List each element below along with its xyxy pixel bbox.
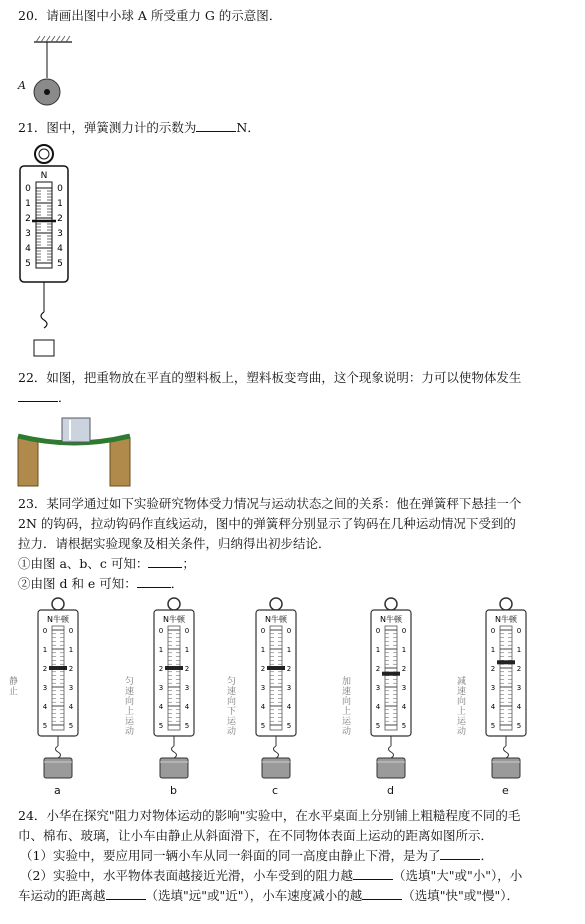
scale-tick-label: 4 (490, 703, 496, 711)
scale-tick-label: 5 (158, 722, 164, 730)
scale-tick-label: 4 (68, 703, 74, 711)
scale-tick-label: 4 (401, 703, 407, 711)
q22-line2: ． (18, 390, 71, 406)
q23-line2: 2N 的钩码，拉动钩码作直线运动，图中的弹簧秤分别显示了钩码在几种运动情况下受到的 (18, 516, 516, 531)
hook-weight (492, 758, 520, 778)
meter-caption-c: c (272, 784, 279, 797)
scale-tick-label: 2 (184, 665, 190, 673)
scale-tick-label: 2 (401, 665, 407, 673)
scale-tick-label: 4 (516, 703, 522, 711)
scale-tick-label: 3 (401, 684, 407, 692)
plastic-board-figure (18, 416, 134, 488)
scale-tick-label: 0 (490, 627, 496, 635)
scale-tick-label: 2 (286, 665, 292, 673)
scale-tick-label: 3 (68, 684, 74, 692)
scale-tick-label: 5 (57, 259, 63, 269)
scale-tick-label: 0 (57, 184, 63, 194)
scale-head-label: N牛顿 (163, 615, 185, 624)
scale-tick-label: 2 (57, 214, 63, 224)
scale-tick-label: 4 (57, 244, 63, 254)
q21-text: 21．图中，弹簧测力计的示数为 N． (18, 120, 260, 135)
scale-head-label: N牛顿 (47, 615, 69, 624)
scale-tick-label: 0 (260, 627, 266, 635)
spring-scale-pointer (382, 672, 400, 676)
spring-scale-pointer (165, 666, 183, 670)
q24-line1: 24．小华在探究"阻力对物体运动的影响"实验中，在水平桌面上分别铺上粗糙程度不同的毛 (18, 808, 521, 823)
spring-scale-e (466, 596, 546, 792)
scale-tick-label: 5 (260, 722, 266, 730)
hanging-ball-figure (14, 40, 84, 112)
q24-sub2-line2: 车运动的距离越 （选填"远"或"近"），小车速度减小的越 （选填"快"或"慢"）． (18, 888, 520, 903)
scale-tick-label: 3 (184, 684, 190, 692)
q23-item2: ②由图 d 和 e 可知： ． (18, 576, 184, 591)
hook-weight (44, 758, 72, 778)
scale-tick-label: 1 (260, 646, 266, 654)
scale-tick-label: 3 (286, 684, 292, 692)
scale-tick-label: 5 (42, 722, 48, 730)
scale-tick-label: 5 (184, 722, 190, 730)
q24-line2: 巾、棉布、玻璃，让小车由静止从斜面滑下，在不同物体表面上运动的距离如图所示． (18, 828, 494, 843)
scale-head-label: N牛顿 (495, 615, 517, 624)
meter-caption-b: b (170, 784, 177, 797)
scale-head-label: N牛顿 (380, 615, 402, 624)
scale-unit-label: N (40, 171, 48, 181)
scale-tick-label: 0 (158, 627, 164, 635)
spring-scale-b (134, 596, 214, 792)
q23-item1: ①由图 a、b、c 可知： ； (18, 556, 195, 571)
q23-line3: 拉力．请根据实验现象及相关条件，归纳得出初步结论． (18, 536, 331, 551)
scale-tick-label: 5 (25, 259, 31, 269)
scale-tick-label: 5 (68, 722, 74, 730)
scale-tick-label: 5 (375, 722, 381, 730)
scale-tick-label: 1 (42, 646, 48, 654)
scale-tick-label: 0 (184, 627, 190, 635)
scale-tick-label: 0 (68, 627, 74, 635)
meter-caption-e: e (502, 784, 509, 797)
q22-answer-blank[interactable] (18, 390, 58, 402)
meter-caption-a: a (54, 784, 61, 797)
scale-tick-label: 4 (42, 703, 48, 711)
q21-answer-blank[interactable] (196, 120, 236, 132)
scale-tick-label: 3 (260, 684, 266, 692)
scale-tick-label: 3 (516, 684, 522, 692)
spring-scale-pointer (267, 666, 285, 670)
q24-sub1-blank[interactable] (440, 848, 480, 860)
scale-tick-label: 4 (375, 703, 381, 711)
q23-line1: 23．某同学通过如下实验研究物体受力情况与运动状态之间的关系：他在弹簧秤下悬挂一个 (18, 496, 522, 511)
q20-text: 20．请画出图中小球 A 所受重力 G 的示意图． (18, 8, 282, 23)
q24-sub2-line1: （2）实验中，水平物体表面越接近光滑，小车受到的阻力越 （选填"大"或"小"），小 (20, 868, 523, 883)
scale-tick-label: 1 (68, 646, 74, 654)
motion-label-e: 减速向上运动 (455, 676, 465, 736)
scale-tick-label: 3 (158, 684, 164, 692)
scale-tick-label: 5 (516, 722, 522, 730)
hook-weight (377, 758, 405, 778)
scale-head-label: N牛顿 (265, 615, 287, 624)
scale-tick-label: 2 (25, 214, 31, 224)
spring-scale-pointer (49, 666, 67, 670)
q23-item2-blank[interactable] (137, 576, 171, 588)
scale-tick-label: 4 (25, 244, 31, 254)
hook-weight (160, 758, 188, 778)
scale-tick-label: 2 (260, 665, 266, 673)
spring-scale-pointer (497, 660, 515, 664)
scale-tick-label: 5 (401, 722, 407, 730)
ball-label-a: A (18, 79, 26, 92)
scale-tick-label: 2 (42, 665, 48, 673)
scale-tick-label: 4 (184, 703, 190, 711)
scale-tick-label: 1 (25, 199, 31, 209)
q24-sub2-blank-1[interactable] (353, 868, 393, 880)
motion-label-b: 匀速向上运动 (123, 676, 133, 736)
q24-sub1: （1）实验中，要应用同一辆小车从同一斜面的同一高度由静止下滑，是为了 ． (20, 848, 493, 863)
hook-weight (262, 758, 290, 778)
spring-scale-d (351, 596, 431, 792)
scale-tick-label: 1 (286, 646, 292, 654)
scale-tick-label: 1 (184, 646, 190, 654)
scale-tick-label: 2 (375, 665, 381, 673)
scale-tick-label: 0 (375, 627, 381, 635)
scale-tick-label: 3 (490, 684, 496, 692)
q24-sub2-blank-3[interactable] (362, 888, 402, 900)
scale-tick-label: 0 (401, 627, 407, 635)
scale-tick-label: 2 (158, 665, 164, 673)
scale-tick-label: 3 (42, 684, 48, 692)
scale-tick-label: 1 (158, 646, 164, 654)
scale-tick-label: 0 (25, 184, 31, 194)
spring-scale-a (18, 596, 98, 792)
scale-tick-label: 1 (401, 646, 407, 654)
motion-label-a: 静止 (7, 676, 17, 696)
meter-caption-d: d (387, 784, 394, 797)
scale-tick-label: 0 (516, 627, 522, 635)
scale-tick-label: 5 (490, 722, 496, 730)
scale-tick-label: 3 (25, 229, 31, 239)
scale-tick-label: 2 (516, 665, 522, 673)
scale-tick-label: 4 (260, 703, 266, 711)
q22-line1: 22．如图，把重物放在平直的塑料板上，塑料板变弯曲，这个现象说明：力可以使物体发生 (18, 370, 522, 385)
spring-scale-c (236, 596, 316, 792)
scale-tick-label: 1 (57, 199, 63, 209)
scale-tick-label: 4 (286, 703, 292, 711)
scale-tick-label: 2 (490, 665, 496, 673)
scale-tick-label: 3 (57, 229, 63, 239)
scale-tick-label: 1 (516, 646, 522, 654)
scale-tick-label: 4 (158, 703, 164, 711)
scale-tick-label: 3 (375, 684, 381, 692)
motion-label-c: 匀速向下运动 (225, 676, 235, 736)
motion-label-d: 加速向上运动 (340, 676, 350, 736)
scale-tick-label: 1 (375, 646, 381, 654)
q24-sub2-blank-2[interactable] (106, 888, 146, 900)
spring-scale-figure (18, 142, 78, 362)
scale-tick-label: 5 (286, 722, 292, 730)
scale-tick-label: 0 (286, 627, 292, 635)
scale-tick-label: 1 (490, 646, 496, 654)
scale-tick-label: 2 (68, 665, 74, 673)
q23-item1-blank[interactable] (148, 556, 182, 568)
scale-tick-label: 0 (42, 627, 48, 635)
